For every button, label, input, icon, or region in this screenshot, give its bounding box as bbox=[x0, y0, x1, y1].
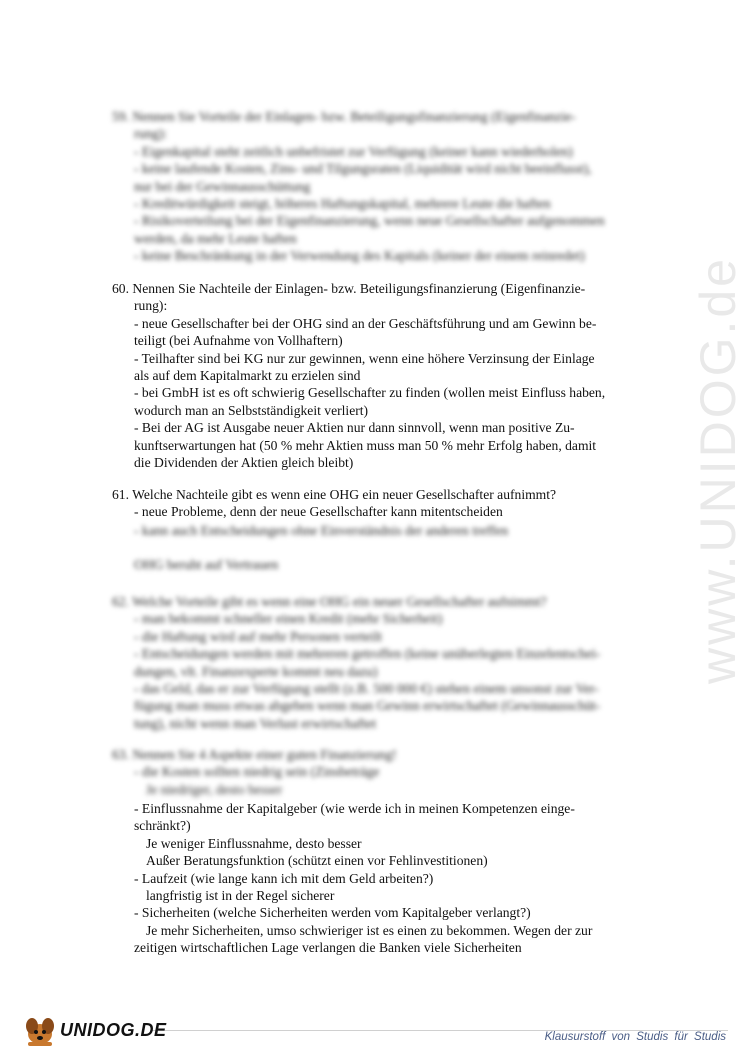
question-59 bbox=[112, 108, 672, 265]
q59-line: 59. Nennen Sie Vorteile der Einlagen- bzw. Beteiligungsfinanzierung (Eigenfinanzie- bbox=[112, 109, 576, 124]
q63-line: 63. Nennen Sie 4 Aspekte einer guten Finanzierung! bbox=[112, 747, 397, 762]
q63-line: Je mehr Sicherheiten, umso schwieriger ist es einen zu bekommen. Wegen der zur bbox=[146, 922, 593, 938]
unidog-logo[interactable] bbox=[18, 1012, 167, 1048]
q61-blurred bbox=[112, 522, 672, 539]
q60-line: teiligt (bei Aufnahme von Vollhaftern) bbox=[134, 333, 343, 349]
q62-line: - Entscheidungen werden mit mehreren getroffen (keine unüberlegten Einzelentschei- bbox=[134, 646, 601, 662]
question-63 bbox=[112, 800, 672, 957]
q62-line: - man bekommt schneller einen Kredit (mehr Sicherheit) bbox=[134, 611, 443, 627]
q63-line: schränkt?) bbox=[134, 818, 191, 834]
q60-line: als auf dem Kapitalmarkt zu erzielen sind bbox=[134, 368, 361, 384]
q63-line: Je niedriger, desto besser bbox=[146, 781, 283, 797]
q63-line: Je weniger Einflussnahme, desto besser bbox=[146, 835, 362, 851]
q59-line: rung): bbox=[134, 126, 168, 142]
question-62 bbox=[112, 593, 672, 732]
q63-line: zeitigen wirtschaftlichen Lage verlangen die Banken viele Sicherheiten bbox=[134, 940, 522, 956]
q59-line: - Kreditwürdigkeit steigt, höheres Haftungskapital, mehrere Leute die haften bbox=[134, 196, 551, 212]
dog-icon bbox=[18, 1012, 64, 1048]
q60-line: wodurch man an Selbstständigkeit verliert) bbox=[134, 402, 369, 418]
q63-line: Außer Beratungsfunktion (schützt einen vor Fehlinvestitionen) bbox=[146, 853, 488, 869]
question-60 bbox=[112, 280, 672, 471]
q60-line: kunftserwartungen hat (50 % mehr Aktien muss man 50 % mehr Erfolg haben, damit bbox=[134, 437, 597, 453]
q63-line: - die Kosten sollten niedrig sein (Zinsbeträge bbox=[134, 764, 380, 780]
q60-line: - bei GmbH ist es oft schwierig Gesellschafter zu finden (wollen meist Einfluss haben, bbox=[134, 385, 606, 401]
q62-line: - das Geld, das er zur Verfügung stellt (z.B. 500 000 €) stehen einem unsonst zur Ver- bbox=[134, 681, 599, 697]
q61-line: - neue Probleme, denn der neue Gesellschafter kann mitentscheiden bbox=[134, 504, 503, 520]
q59-line: nur bei der Gewinnausschüttung bbox=[134, 178, 311, 194]
q61-blurred-note bbox=[112, 556, 672, 573]
q59-line: - Eigenkapital steht zeitlich unbefristet zur Verfügung (keiner kann wiederholen) bbox=[134, 143, 573, 159]
q60-question: 60. Nennen Sie Nachteile der Einlagen- bzw. Beteiligungsfinanzierung (Eigenfinanzie- bbox=[112, 281, 586, 296]
q59-line: - keine laufende Kosten, Zins- und Tilgungsraten (Liquidität wird nicht beeinflusst), bbox=[134, 161, 592, 177]
q60-line: die Dividenden der Aktien gleich bleibt) bbox=[134, 455, 354, 471]
q61-line: OHG beruht auf Vertrauen bbox=[134, 557, 279, 572]
q61-line: - kann auch Entscheidungen ohne Einverständnis der anderen treffen bbox=[134, 523, 509, 538]
q63-line: - Laufzeit (wie lange kann ich mit dem Geld arbeiten?) bbox=[134, 870, 434, 886]
logo-text: UNIDOG.DE bbox=[60, 1019, 167, 1040]
q62-line: tung), nicht wenn man Verlust erwirtschaftet bbox=[134, 715, 377, 731]
q60-line: - neue Gesellschafter bei der OHG sind an der Geschäftsführung und am Gewinn be- bbox=[134, 315, 597, 331]
question-61 bbox=[112, 486, 672, 521]
q63-line: - Einflussnahme der Kapitalgeber (wie werde ich in meinen Kompetenzen einge- bbox=[134, 801, 575, 816]
q62-line: 62. Welche Vorteile gibt es wenn eine OHG ein neuer Gesellschafter aufnimmt? bbox=[112, 594, 547, 609]
q62-line: dungen, vlt. Finanzexperte kommt neu dazu) bbox=[134, 663, 378, 679]
question-63-blurred bbox=[112, 746, 672, 798]
q60-line: - Teilhafter sind bei KG nur zur gewinnen, wenn eine höhere Verzinsung der Einlage bbox=[134, 350, 595, 366]
q63-line: - Sicherheiten (welche Sicherheiten werden vom Kapitalgeber verlangt?) bbox=[134, 905, 531, 921]
q60-line: - Bei der AG ist Ausgabe neuer Aktien nur dann sinnvoll, wenn man positive Zu- bbox=[134, 420, 575, 436]
watermark: www.UNIDOG.de bbox=[690, 256, 746, 684]
q60-line: rung): bbox=[134, 298, 168, 314]
q62-line: - die Haftung wird auf mehr Personen verteilt bbox=[134, 628, 383, 644]
q59-line: - keine Beschränkung in der Verwendung des Kapitals (keiner der einem reinredet) bbox=[134, 248, 585, 264]
q59-line: - Risikoverteilung bei der Eigenfinanzierung, wenn neue Gesellschafter aufgenommen bbox=[134, 213, 605, 229]
q63-line: langfristig ist in der Regel sicherer bbox=[146, 888, 335, 904]
q59-line: werden, da mehr Leute haften bbox=[134, 230, 297, 246]
q61-question: 61. Welche Nachteile gibt es wenn eine OHG ein neuer Gesellschafter aufnimmt? bbox=[112, 487, 557, 502]
q62-line: fügung man muss etwas abgeben wenn man Gewinn erwirtschaftet (Gewinnausschüt- bbox=[134, 698, 601, 714]
footer-tagline: Klausurstoff von Studis für Studis bbox=[544, 1031, 726, 1043]
